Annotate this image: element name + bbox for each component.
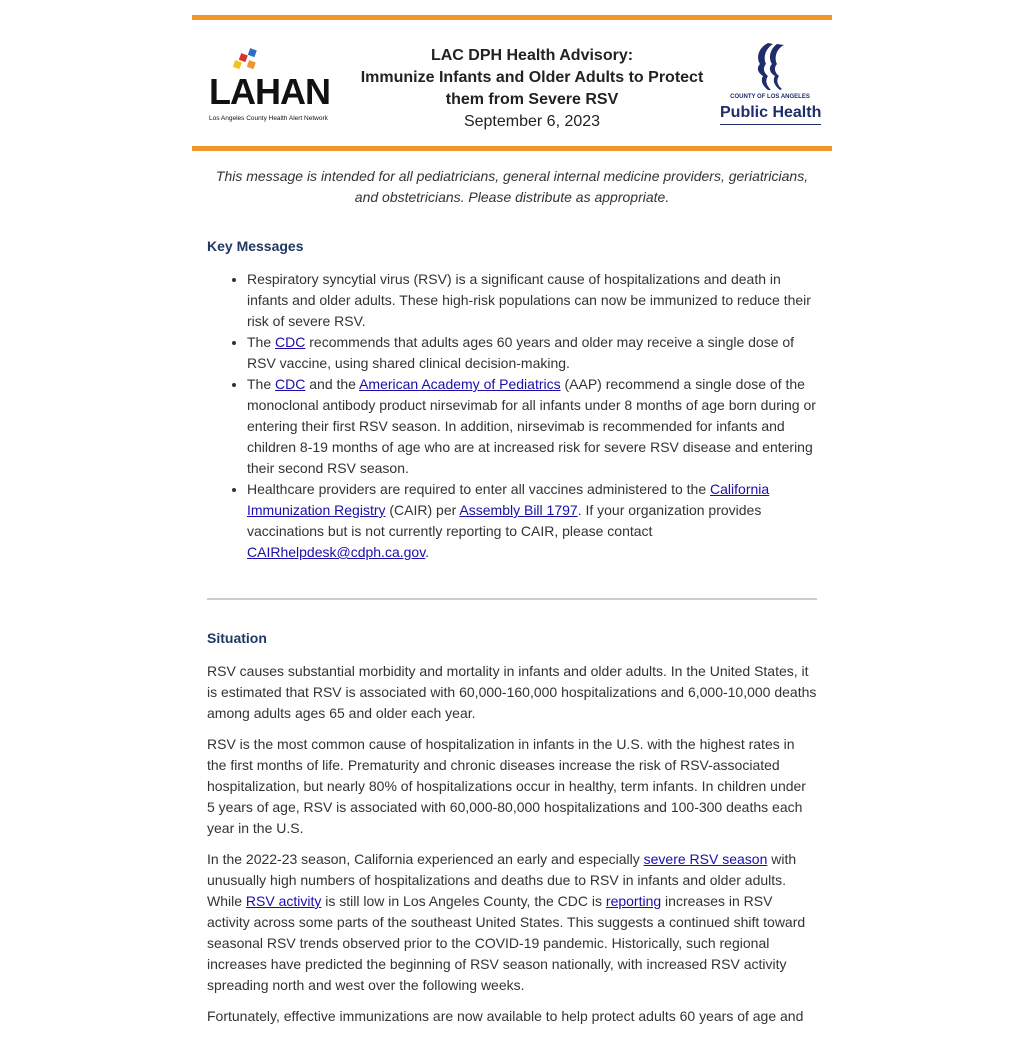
public-health-logo — [720, 42, 820, 142]
paragraph: RSV is the most common cause of hospitalization in infants in the U.S. with the highest rates in the first months of life. Prematurity and chronic diseases increase the risk of RSV-associated hospitalization, but nearly 80% of hospitalizations occur in healthy, term infants. In children under 5 years of age, RSV is associated with 60,000-80,000 hospitalizations and 100-300 deaths each year in the U.S. — [207, 736, 806, 836]
title-line: Immunize Infants and Older Adults to Protect — [360, 69, 704, 86]
advisory-title — [342, 45, 722, 133]
severe-rsv-season-link[interactable]: severe RSV season — [643, 851, 768, 867]
lahan-squares-icon — [209, 48, 269, 70]
lahan-logo-subtitle: Los Angeles County Health Alert Network — [209, 115, 328, 122]
bottom-orange-bar — [192, 146, 832, 151]
lahan-logo-text: LAHAN — [209, 71, 330, 112]
cair-link[interactable]: California Immunization Registry — [247, 481, 770, 518]
profiles-icon — [750, 42, 790, 92]
paragraph: In the 2022-23 season, California experienced an early and especially severe RSV season with unusually high numbers of hospitalizations and deaths due to RSV in infants and older adults. While RSV activity is still low in Los Angeles County, the CDC is reporting increases in RSV activity across some parts of the southeast United States. This suggests a continued shift toward seasonal RSV trends observed prior to the COVID-19 pandemic. Historically, such regional increases have predicted the beginning of RSV season nationally, with increased RSV activity spreading north and west over the following weeks. — [207, 851, 806, 993]
cdc-link[interactable]: CDC — [275, 376, 306, 392]
advisory — [192, 15, 832, 1037]
key-messages-heading: Key Messages — [207, 238, 304, 254]
cair-email-link[interactable]: CAIRhelpdesk@cdph.ca.gov — [247, 544, 426, 560]
paragraph: Fortunately, effective immunizations are now available to help protect adults 60 years of age and — [207, 1008, 804, 1024]
title-line: them from Severe RSV — [445, 91, 619, 108]
list-item: • Healthcare providers are required to enter all vaccines administered to the California Immunization Registry (CAIR) per Assembly Bill 1797. If your organization provides vaccinations but is not currently reporting to CAIR, please contact CAIRhelpdesk@cdph.ca.gov. — [247, 479, 817, 563]
aap-link[interactable]: American Academy of Pediatrics — [359, 376, 561, 392]
list-item: • The CDC recommends that adults ages 60 years and older may receive a single dose of RSV vaccine, using shared clinical decision-making. — [247, 332, 817, 374]
header — [192, 20, 832, 146]
rsv-activity-link[interactable]: RSV activity — [245, 893, 322, 909]
cdc-link[interactable]: CDC — [275, 334, 306, 350]
advisory-date: September 6, 2023 — [463, 113, 601, 130]
list-item: • The CDC and the American Academy of Pediatrics (AAP) recommend a single dose of the monoclonal antibody product nirsevimab for all infants under 8 months of age born during or entering their first RSV season. In addition, nirsevimab is recommended for infants and children 8-19 months of age who are at increased risk for severe RSV disease and entering their second RSV season. — [247, 374, 817, 479]
lahan-logo — [209, 48, 341, 124]
assembly-bill-link[interactable]: Assembly Bill 1797 — [459, 502, 578, 518]
list-item: • Respiratory syncytial virus (RSV) is a significant cause of hospitalizations and death in infants and older adults. These high-risk populations can now be immunized to reduce their risk of severe RSV. — [247, 269, 817, 332]
intro-message: This message is intended for all pediatricians, general internal medicine providers, geriatricians, and obstetricians. Please distribute as appropriate. — [215, 168, 809, 205]
public-health-text: Public Health — [720, 102, 821, 125]
key-messages-list — [207, 269, 817, 563]
reporting-link[interactable]: reporting — [605, 893, 662, 909]
title-line: LAC DPH Health Advisory: — [430, 47, 634, 64]
public-health-county-text: COUNTY OF LOS ANGELES — [730, 94, 810, 100]
paragraph: RSV causes substantial morbidity and mortality in infants and older adults. In the United States, it is estimated that RSV is associated with 60,000-160,000 hospitalizations and 6,000-10,000 deaths among adults ages 65 and older each year. — [207, 663, 817, 721]
situation-heading: Situation — [207, 630, 267, 646]
section-divider — [207, 598, 817, 600]
